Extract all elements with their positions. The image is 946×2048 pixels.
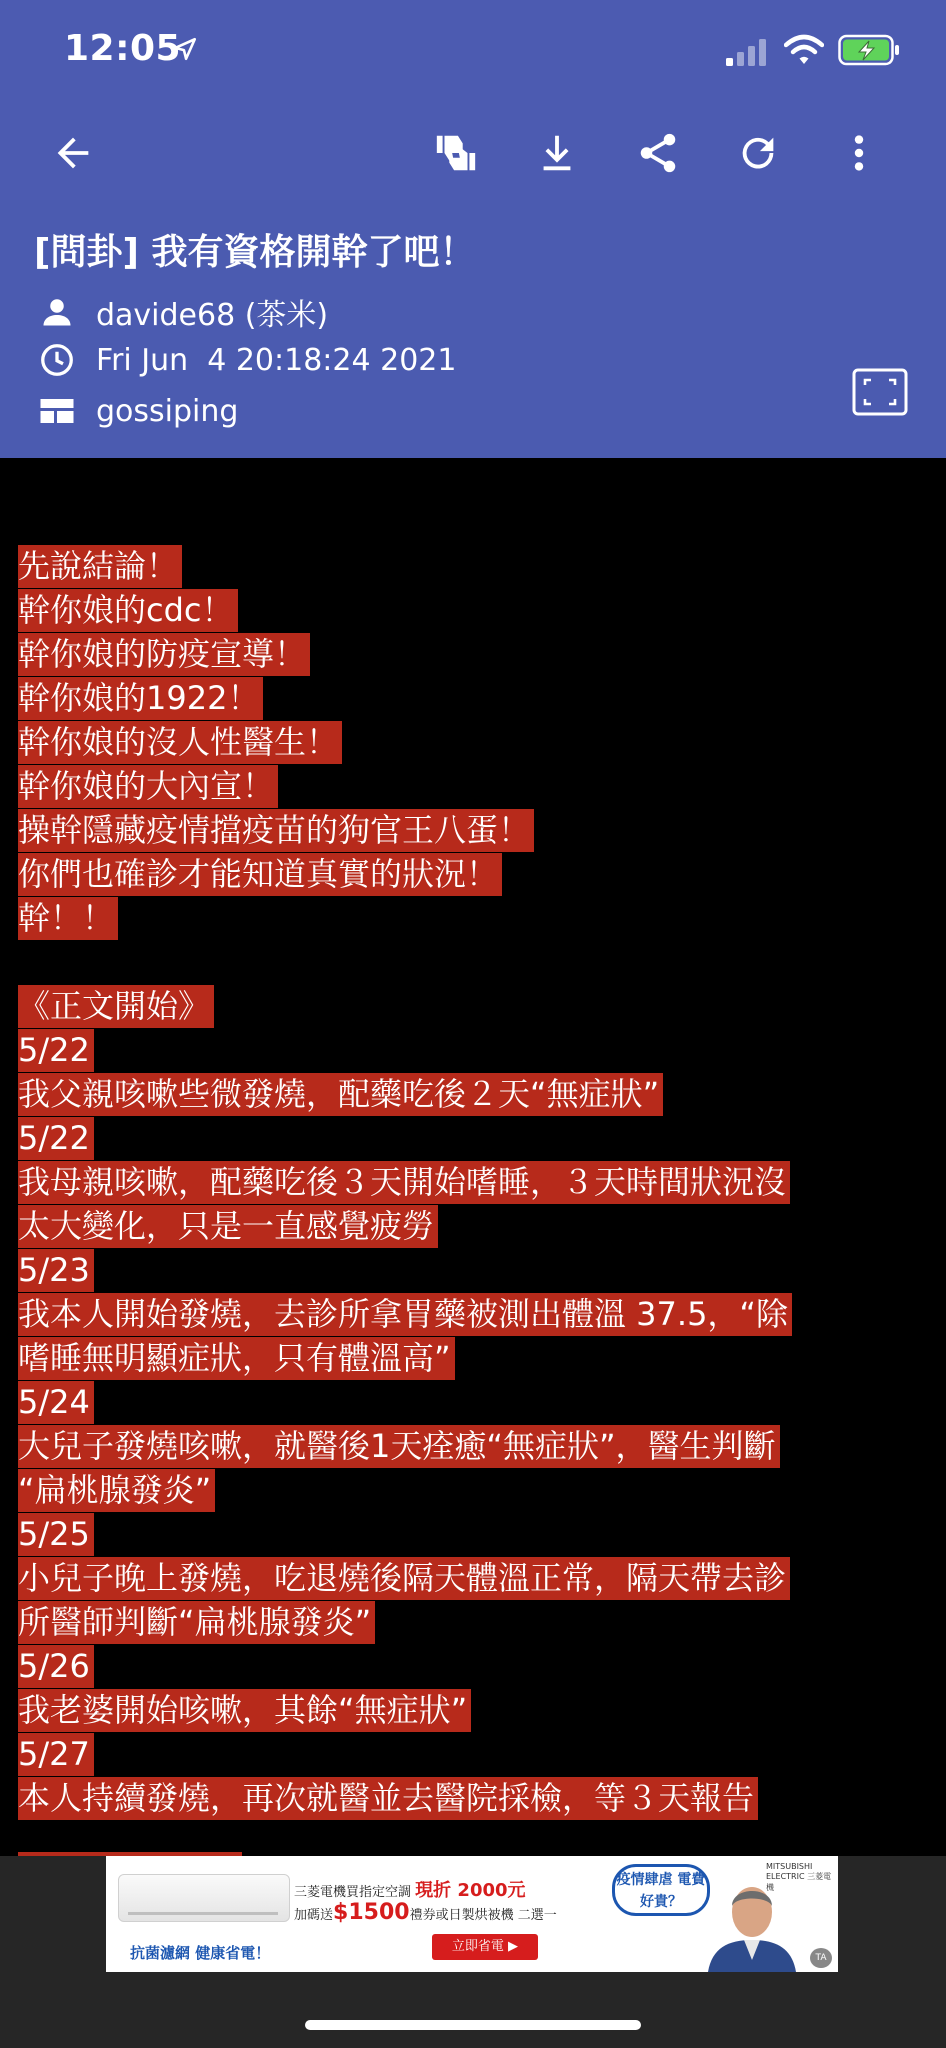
spokesperson-image [704,1868,800,1972]
person-icon [38,293,76,331]
app-bar [0,105,946,200]
cellular-signal-icon [726,38,770,66]
more-vert-icon [836,130,882,176]
ad-offer-line1: 三菱電機買指定空調 現折 2000元 [294,1880,526,1901]
ad-offer-line2: 加碼送$1500禮券或日製烘被機 二選一 [294,1900,557,1925]
text-line: 先說結論！ [18,544,928,588]
blank-line [18,940,928,984]
text-line: “扁桃腺發炎” [18,1468,928,1512]
post-datetime: Fri Jun 4 20:18:24 2021 [96,342,457,378]
author-row [38,290,328,334]
text-line: 5/22 [18,1028,928,1072]
ad-tagline: 抗菌濾網 健康省電！ [130,1944,271,1962]
datetime-row [38,341,456,379]
back-button[interactable] [43,123,103,183]
text-line: 操幹隱藏疫情擋疫苗的狗官王八蛋！ [18,808,928,852]
text-line: 嗜睡無明顯症狀，只有體溫高” [18,1336,928,1380]
ad-speech-bubble: 疫情肆虐 電費好貴？ [612,1864,710,1916]
text-line: 大兒子發燒咳嗽，就醫後1天痊癒“無症狀”，醫生判斷 [18,1424,928,1468]
home-indicator[interactable] [305,2020,641,2030]
text-line: 我老婆開始咳嗽，其餘“無症狀” [18,1688,928,1732]
location-arrow-icon [172,36,198,62]
text-line: 太大變化，只是一直感覺疲勞 [18,1204,928,1248]
board-name: gossiping [96,393,239,429]
share-icon [635,130,681,176]
download-button[interactable] [527,123,587,183]
article-text [18,544,928,1820]
board-icon [38,392,76,430]
text-line: 5/26 [18,1644,928,1688]
refresh-button[interactable] [728,123,788,183]
text-line: 幹你娘的防疫宣導！ [18,632,928,676]
text-line: 幹你娘的cdc！ [18,588,928,632]
article-title: [問卦] 我有資格開幹了吧！ [34,232,476,273]
text-line: 我本人開始發燒，去診所拿胃藥被測出體溫 37.5，“除 [18,1292,928,1336]
more-options-button[interactable] [829,123,889,183]
clock-icon [38,341,76,379]
back-arrow-icon [50,130,96,176]
ad-cta-button[interactable]: 立即省電 ▶ [432,1934,538,1960]
wifi-icon [784,34,824,66]
text-line: 5/23 [18,1248,928,1292]
thumbs-vote-icon [433,130,479,176]
share-button[interactable] [628,123,688,183]
ad-banner[interactable] [106,1856,838,1972]
text-line: 所醫師判斷“扁桃腺發炎” [18,1600,928,1644]
battery-charging-icon [838,34,900,66]
board-row [38,392,238,430]
text-line: 本人持續發燒，再次就醫並去醫院採檢，等３天報告 [18,1776,928,1820]
text-line: 5/25 [18,1512,928,1556]
text-line: 我母親咳嗽，配藥吃後３天開始嗜睡，３天時間狀況沒 [18,1160,928,1204]
download-icon [534,130,580,176]
text-line: 幹你娘的1922！ [18,676,928,720]
refresh-icon [735,130,781,176]
text-line: 5/24 [18,1380,928,1424]
article-body [0,458,946,1856]
text-line: 《正文開始》 [18,984,928,1028]
text-line: 幹！！ [18,896,928,940]
text-line: 你們也確診才能知道真實的狀況！ [18,852,928,896]
text-line: 幹你娘的沒人性醫生！ [18,720,928,764]
status-bar [0,0,946,105]
article-header [0,200,946,458]
author-name: davide68 (茶米) [96,298,329,333]
text-line: 我父親咳嗽些微發燒，配藥吃後２天“無症狀” [18,1072,928,1116]
text-line: 5/27 [18,1732,928,1776]
fullscreen-icon[interactable] [852,368,908,416]
ad-badge[interactable]: TA [810,1948,832,1968]
vote-button[interactable] [426,123,486,183]
text-line: 幹你娘的大內宣！ [18,764,928,808]
text-line: 5/22 [18,1116,928,1160]
text-line: 小兒子晚上發燒，吃退燒後隔天體溫正常，隔天帶去診 [18,1556,928,1600]
air-conditioner-vent [128,1912,278,1915]
brand-logo: MITSUBISHI ELECTRIC 三菱電機 [766,1862,832,1892]
status-time: 12:05 [64,28,182,69]
